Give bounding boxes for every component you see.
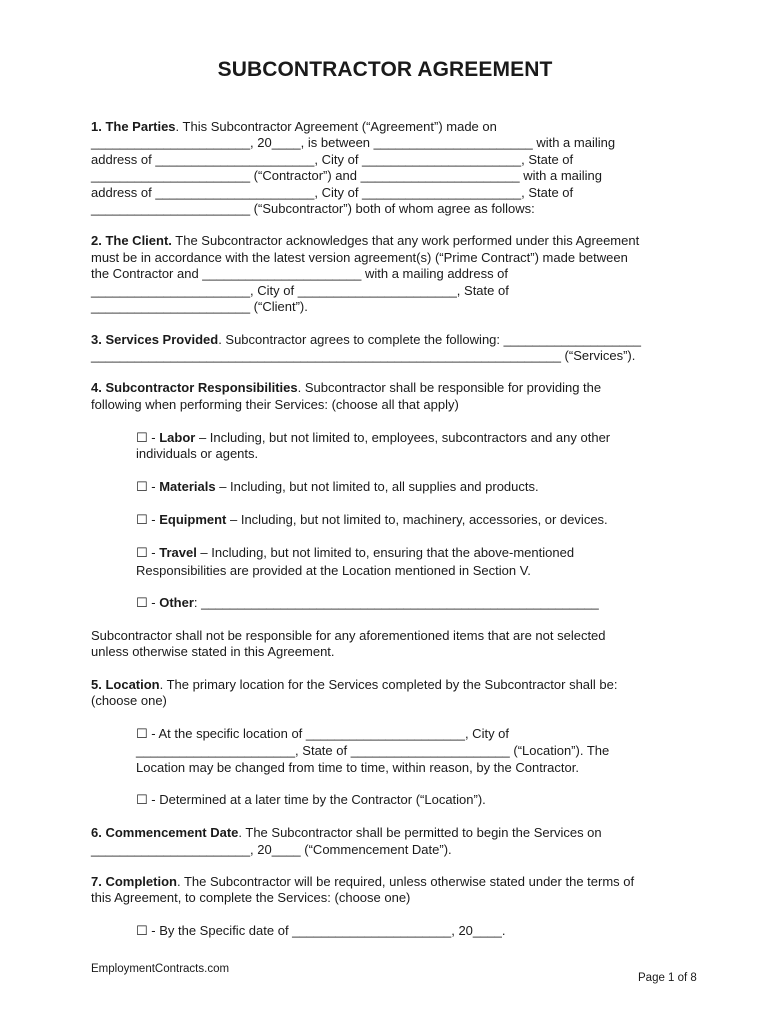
option-labor-label: Labor — [159, 430, 196, 445]
footer-page-number: Page 1 of 8 — [638, 972, 697, 984]
section-3-heading: 3. Services Provided — [91, 332, 219, 347]
checkbox-labor[interactable]: ☐ - — [136, 430, 160, 445]
option-materials-label: Materials — [159, 479, 216, 494]
section-1-line-5: address of ______________________, City of ______________________, State of — [91, 185, 574, 200]
section-5-line-2: (choose one) — [91, 693, 167, 708]
section-5-text: . The primary location for the Services completed by the Subcontractor shall be: — [159, 677, 618, 692]
checkbox-equipment[interactable]: ☐ - — [136, 512, 160, 527]
section-4-heading: 4. Subcontractor Responsibilities — [91, 380, 298, 395]
option-materials[interactable] — [136, 479, 539, 495]
section-2-line-2: must be in accordance with the latest version agreement(s) (“Prime Contract”) made between — [91, 250, 628, 265]
section-1-line-2: ______________________, 20____, is between ______________________ with a mailing — [91, 135, 616, 150]
option-travel-text: – Including, but not limited to, ensuring that the above-mentioned — [196, 545, 575, 560]
option-travel[interactable] — [136, 545, 574, 561]
option-equipment-label: Equipment — [159, 512, 227, 527]
location-option-specific-line-3: Location may be changed from time to time, within reason, by the Contractor. — [136, 760, 579, 775]
section-2-heading: 2. The Client. — [91, 233, 172, 248]
footer-site: EmploymentContracts.com — [91, 963, 230, 975]
checkbox-other[interactable]: ☐ - — [136, 595, 160, 610]
section-3-line-1 — [91, 332, 641, 348]
section-5-line-1 — [91, 677, 618, 693]
section-1-line-6: ______________________ (“Subcontractor”) both of whom agree as follows: — [91, 201, 535, 216]
option-other-text: : _______________________________________________________ — [193, 595, 599, 610]
option-other-label: Other — [159, 595, 194, 610]
section-1-heading: 1. The Parties — [91, 119, 176, 134]
option-travel-label: Travel — [159, 545, 197, 560]
section-6-line-1 — [91, 825, 602, 841]
option-materials-text: – Including, but not limited to, all supplies and products. — [215, 479, 539, 494]
checkbox-materials[interactable]: ☐ - — [136, 479, 160, 494]
section-2-line-4: ______________________, City of ______________________, State of — [91, 283, 509, 298]
option-travel-line-2: Responsibilities are provided at the Location mentioned in Section V. — [136, 563, 531, 578]
checkbox-travel[interactable]: ☐ - — [136, 545, 160, 560]
section-1-line-1 — [91, 119, 497, 135]
section-1-line-3: address of ______________________, City of ______________________, State of — [91, 152, 574, 167]
section-4-note-line-2: unless otherwise stated in this Agreement. — [91, 644, 335, 659]
section-4-line-2: following when performing their Services: (choose all that apply) — [91, 397, 459, 412]
section-6-text: . The Subcontractor shall be permitted to begin the Services on — [238, 825, 602, 840]
section-2-text: The Subcontractor acknowledges that any work performed under this Agreement — [171, 233, 640, 248]
section-7-line-1 — [91, 874, 634, 890]
location-option-specific[interactable]: ☐ - At the specific location of ______________________, City of — [136, 726, 510, 741]
option-labor-text: – Including, but not limited to, employees, subcontractors and any other — [195, 430, 611, 445]
section-2-line-5: ______________________ (“Client”). — [91, 299, 308, 314]
option-labor[interactable] — [136, 430, 610, 446]
section-2-line-3: the Contractor and ______________________ with a mailing address of — [91, 266, 509, 281]
section-4-note-line-1: Subcontractor shall not be responsible for any aforementioned items that are not selected — [91, 628, 606, 643]
option-equipment-text: – Including, but not limited to, machinery, accessories, or devices. — [226, 512, 608, 527]
section-7-heading: 7. Completion — [91, 874, 177, 889]
option-labor-line-2: individuals or agents. — [136, 446, 259, 461]
document-title: SUBCONTRACTOR AGREEMENT — [217, 58, 553, 81]
section-6-line-2: ______________________, 20____ (“Commencement Date”). — [91, 842, 452, 857]
section-3-line-2: _________________________________________________________________ (“Services”). — [91, 348, 636, 363]
section-6-heading: 6. Commencement Date — [91, 825, 239, 840]
option-other[interactable] — [136, 595, 599, 611]
section-3-text: . Subcontractor agrees to complete the following: ___________________ — [218, 332, 641, 347]
section-1-line-4: ______________________ (“Contractor”) and ______________________ with a mailing — [91, 168, 603, 183]
section-4-text: . Subcontractor shall be responsible for providing the — [297, 380, 602, 395]
section-7-line-2: this Agreement, to complete the Services: (choose one) — [91, 890, 411, 905]
section-5-heading: 5. Location — [91, 677, 160, 692]
location-option-specific-line-2: ______________________, State of ______________________ (“Location”). The — [136, 743, 610, 758]
section-4-line-1 — [91, 380, 601, 396]
completion-option-specific-date[interactable]: ☐ - By the Specific date of ______________________, 20____. — [136, 923, 506, 938]
option-equipment[interactable] — [136, 512, 608, 528]
section-1-text: . This Subcontractor Agreement (“Agreement”) made on — [175, 119, 497, 134]
section-2-line-1 — [91, 233, 639, 249]
section-7-text: . The Subcontractor will be required, unless otherwise stated under the terms of — [176, 874, 635, 889]
location-option-later[interactable]: ☐ - Determined at a later time by the Contractor (“Location”). — [136, 792, 486, 807]
